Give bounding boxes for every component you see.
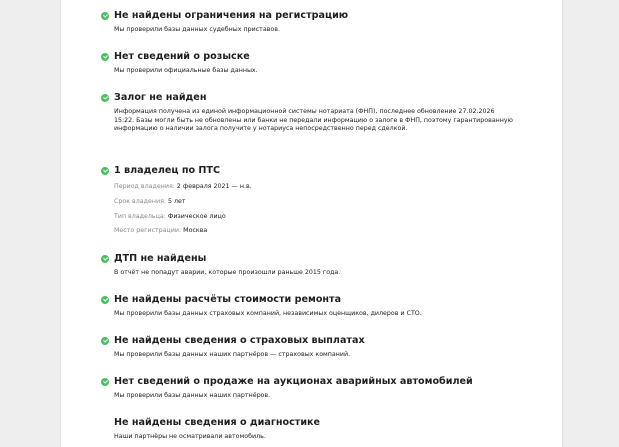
detail-label: Место регистрации: xyxy=(114,227,182,234)
check-item-description: Мы проверили базы данных страховых компаний, независимых оценщиков, дилеров и СТО. xyxy=(114,310,422,317)
detail-label: Срок владения: xyxy=(114,198,166,205)
check-item-diagnostics xyxy=(101,416,531,442)
check-circle-icon xyxy=(101,94,109,102)
detail-label: Период владения: xyxy=(114,183,175,190)
check-item-repair-estimates xyxy=(101,293,531,319)
check-circle-icon xyxy=(101,378,109,386)
check-item-accidents xyxy=(101,252,531,278)
check-item-title: Залог не найден xyxy=(114,92,207,103)
owner-detail-region xyxy=(114,227,207,235)
detail-value: 2 февраля 2021 — н.в. xyxy=(176,183,252,190)
owner-detail-type xyxy=(114,213,226,221)
check-item-description: Мы проверили базы данных наших партнёров. xyxy=(114,392,271,399)
detail-value: Физическое лицо xyxy=(167,213,226,220)
check-item-insurance-payouts xyxy=(101,334,531,360)
check-circle-icon xyxy=(101,255,109,263)
check-item-description: Мы проверили официальные базы данных. xyxy=(114,67,258,74)
owner-detail-duration xyxy=(114,198,186,206)
check-item-title: Не найдены сведения о страховых выплатах xyxy=(114,335,365,346)
check-item-title: Не найдены ограничения на регистрацию xyxy=(114,10,349,21)
owner-detail-period xyxy=(114,183,252,191)
check-circle-icon xyxy=(101,12,109,20)
check-item-owners xyxy=(101,164,531,177)
check-item-description: В отчёт не попадут аварии, которые произошли раньше 2015 года. xyxy=(114,269,341,276)
check-item-title: Не найдены расчёты стоимости ремонта xyxy=(114,294,342,305)
report-card xyxy=(60,0,563,447)
check-item-title: Нет сведений о розыске xyxy=(114,51,250,62)
check-circle-icon xyxy=(101,296,109,304)
check-item-auctions xyxy=(101,375,531,401)
check-item-title: 1 владелец по ПТС xyxy=(114,165,220,176)
check-item-description: Информация получена из единой информационной системы нотариата (ФНП), последнее обновление 27.02.2026 15:22. Базы могли быть не обновлены или банки не передали информацию о залоге в ФНП, поэтому гарантированную информацию о наличии залога получите у нотариуса непосредственно перед сделкой. xyxy=(114,108,513,133)
check-item-title: Не найдены сведения о диагностике xyxy=(114,417,321,428)
check-item-description: Наши партнёры не осматривали автомобиль. xyxy=(114,433,266,440)
check-item-description: Мы проверили базы данных судебных приставов. xyxy=(114,26,280,33)
check-item-registration xyxy=(101,9,531,35)
check-item-description: Мы проверили базы данных наших партнёров — страховых компаний. xyxy=(114,351,351,358)
check-item-pledge xyxy=(101,91,531,134)
check-item-title: ДТП не найдены xyxy=(114,253,207,264)
detail-value: 5 лет xyxy=(168,198,186,205)
check-item-title: Нет сведений о продаже на аукционах аварийных автомобилей xyxy=(114,376,473,387)
check-circle-icon xyxy=(101,53,109,61)
detail-value: Москва xyxy=(183,227,208,234)
check-item-wanted xyxy=(101,50,531,76)
check-circle-icon xyxy=(101,337,109,345)
detail-label: Тип владельца: xyxy=(114,213,166,220)
check-circle-icon xyxy=(101,167,109,175)
